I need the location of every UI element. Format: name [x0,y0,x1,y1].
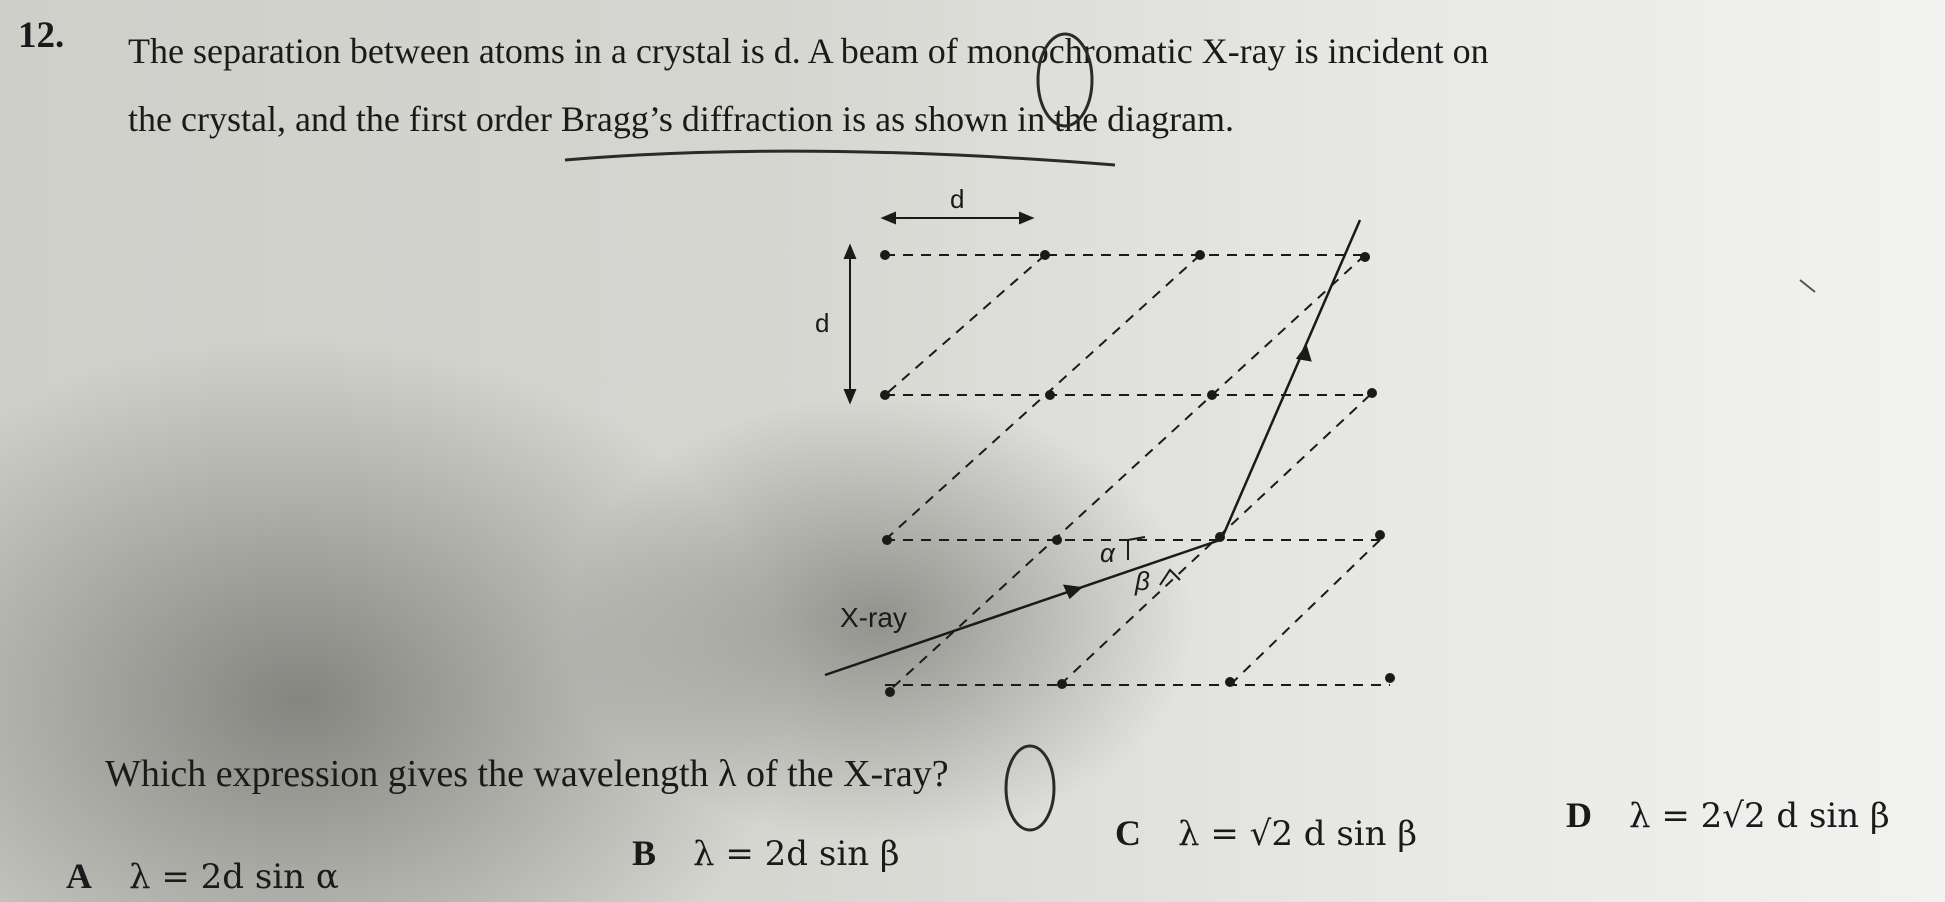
atom [1375,530,1385,540]
horizontal-planes [885,255,1390,685]
atom [1195,250,1205,260]
d-vertical-label: d [815,308,830,338]
alpha-label: α [1100,538,1115,568]
atom [880,390,890,400]
option-b[interactable] [632,832,900,874]
atom [1367,388,1377,398]
option-a-letter: A [66,856,92,896]
question-text-line-2: the crystal, and the first order Bragg’s diffraction is as shown in the diagram. [128,99,1235,139]
arrowhead [883,213,895,223]
pen-underline [565,151,1115,165]
atom [1052,535,1062,545]
question-number: 12. [18,15,65,56]
diagonal-planes [885,255,1380,690]
diag-1 [885,255,1045,395]
option-c-letter: C [1115,813,1141,853]
reflected-ray-line [1222,220,1360,538]
option-c-expression: λ = √2 d sin β [1178,814,1418,854]
option-a[interactable] [66,855,339,897]
pen-circle-d [1038,34,1092,126]
incident-arrowhead [1065,586,1080,597]
option-d-letter: D [1566,795,1592,835]
diag-2 [885,255,1200,540]
atom [880,250,890,260]
option-c[interactable] [1115,812,1417,854]
pen-circle-lambda [1006,746,1054,830]
arrowhead [845,390,855,402]
option-d-expression: λ = 2√2 d sin β [1629,796,1890,836]
beta-label: β [1135,566,1150,596]
pen-mark [1800,280,1815,292]
option-b-expression: λ = 2d sin β [693,834,900,874]
atom [885,687,895,697]
atom [1040,250,1050,260]
atom [882,535,892,545]
d-horizontal-label: d [950,184,965,214]
question-text-line-1: The separation between atoms in a crystal is d. A beam of monochromatic X-ray is incident on [128,31,1489,71]
atom [1360,252,1370,262]
question-prompt: Which expression gives the wavelength λ of the X-ray? [105,753,949,795]
xray-label: X-ray [840,602,907,633]
atom [1045,390,1055,400]
arrowhead [845,246,855,258]
diag-5 [1230,540,1380,685]
atom [1207,390,1217,400]
atom [1225,677,1235,687]
option-a-expression: λ = 2d sin α [129,857,339,897]
atom [1057,679,1067,689]
reflected-ray [1222,220,1360,538]
arrowhead [1020,213,1032,223]
option-d[interactable] [1566,794,1890,836]
option-b-letter: B [632,833,657,873]
atom [1385,673,1395,683]
d-arrows [845,213,1032,402]
reflected-arrowhead [1298,347,1310,360]
